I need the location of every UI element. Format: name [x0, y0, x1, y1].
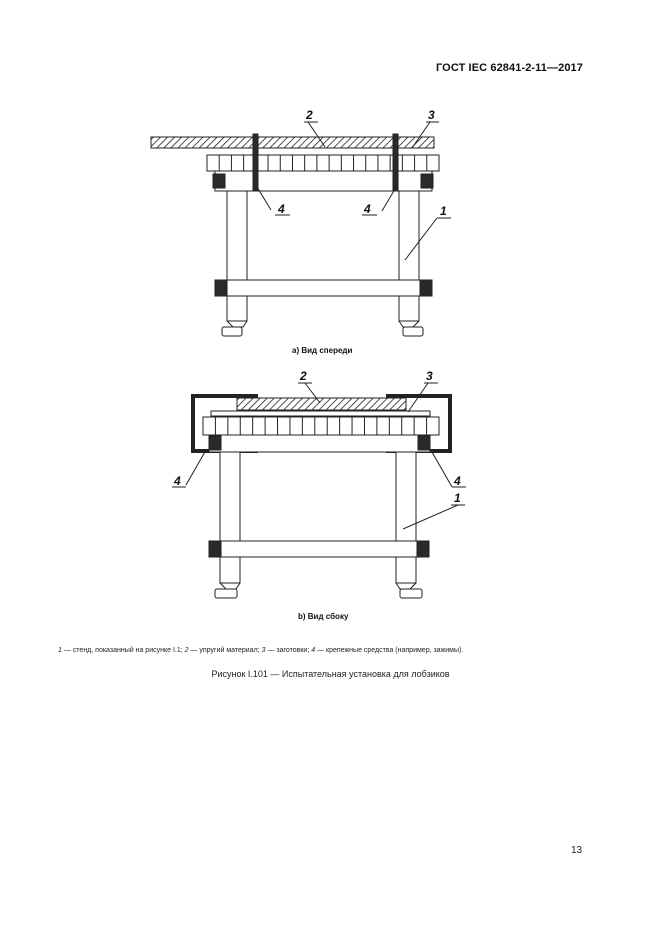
caption-side-view: b) Вид сбоку	[298, 612, 349, 621]
left-leg	[227, 191, 247, 321]
left-foot	[227, 321, 247, 327]
label-1: 1	[440, 204, 447, 218]
label-3: 3	[428, 108, 435, 122]
workpiece-bar	[203, 417, 439, 435]
workpiece-plate	[211, 411, 430, 416]
legend-key-3: 3	[261, 647, 266, 654]
stretcher	[215, 280, 432, 296]
legend-text-3: — заготовки;	[265, 647, 312, 654]
figure-side-view	[0, 365, 661, 610]
legend-text-1: — стенд, показанный на рисунке I.1;	[61, 647, 185, 654]
legend-text-4: — крепежные средства (например, зажимы).	[315, 647, 464, 654]
left-foot	[220, 583, 240, 589]
right-leg	[399, 191, 419, 321]
workpiece-bar	[207, 155, 439, 171]
elastic-material	[237, 398, 406, 410]
legend-key-4: 4	[311, 647, 316, 654]
right-foot	[396, 583, 416, 589]
figure-legend	[58, 647, 463, 654]
right-foot	[399, 321, 419, 327]
label-1: 1	[454, 491, 461, 505]
label-3: 3	[426, 369, 433, 383]
label-4-left: 4	[278, 202, 285, 216]
legend-key-1: 1	[58, 647, 62, 654]
stretcher	[209, 541, 429, 557]
figure-title: Рисунок I.101 — Испытательная установка для лобзиков	[211, 669, 450, 679]
label-4-left: 4	[174, 474, 181, 488]
label-2: 2	[300, 369, 307, 383]
figure-front-view	[0, 100, 661, 345]
clamp-right	[393, 134, 398, 191]
page-number: 13	[571, 845, 583, 856]
elastic-material	[151, 137, 434, 148]
label-2: 2	[306, 108, 313, 122]
right-leg	[396, 452, 416, 583]
legend-text-2: — упругий материал;	[188, 647, 262, 654]
left-leg	[220, 452, 240, 583]
caption-front-view: a) Вид спереди	[292, 346, 353, 355]
label-4-right: 4	[454, 474, 461, 488]
label-4-right: 4	[364, 202, 371, 216]
legend-key-2: 2	[184, 647, 189, 654]
document-header: ГОСТ IEC 62841-2-11—2017	[435, 62, 583, 74]
